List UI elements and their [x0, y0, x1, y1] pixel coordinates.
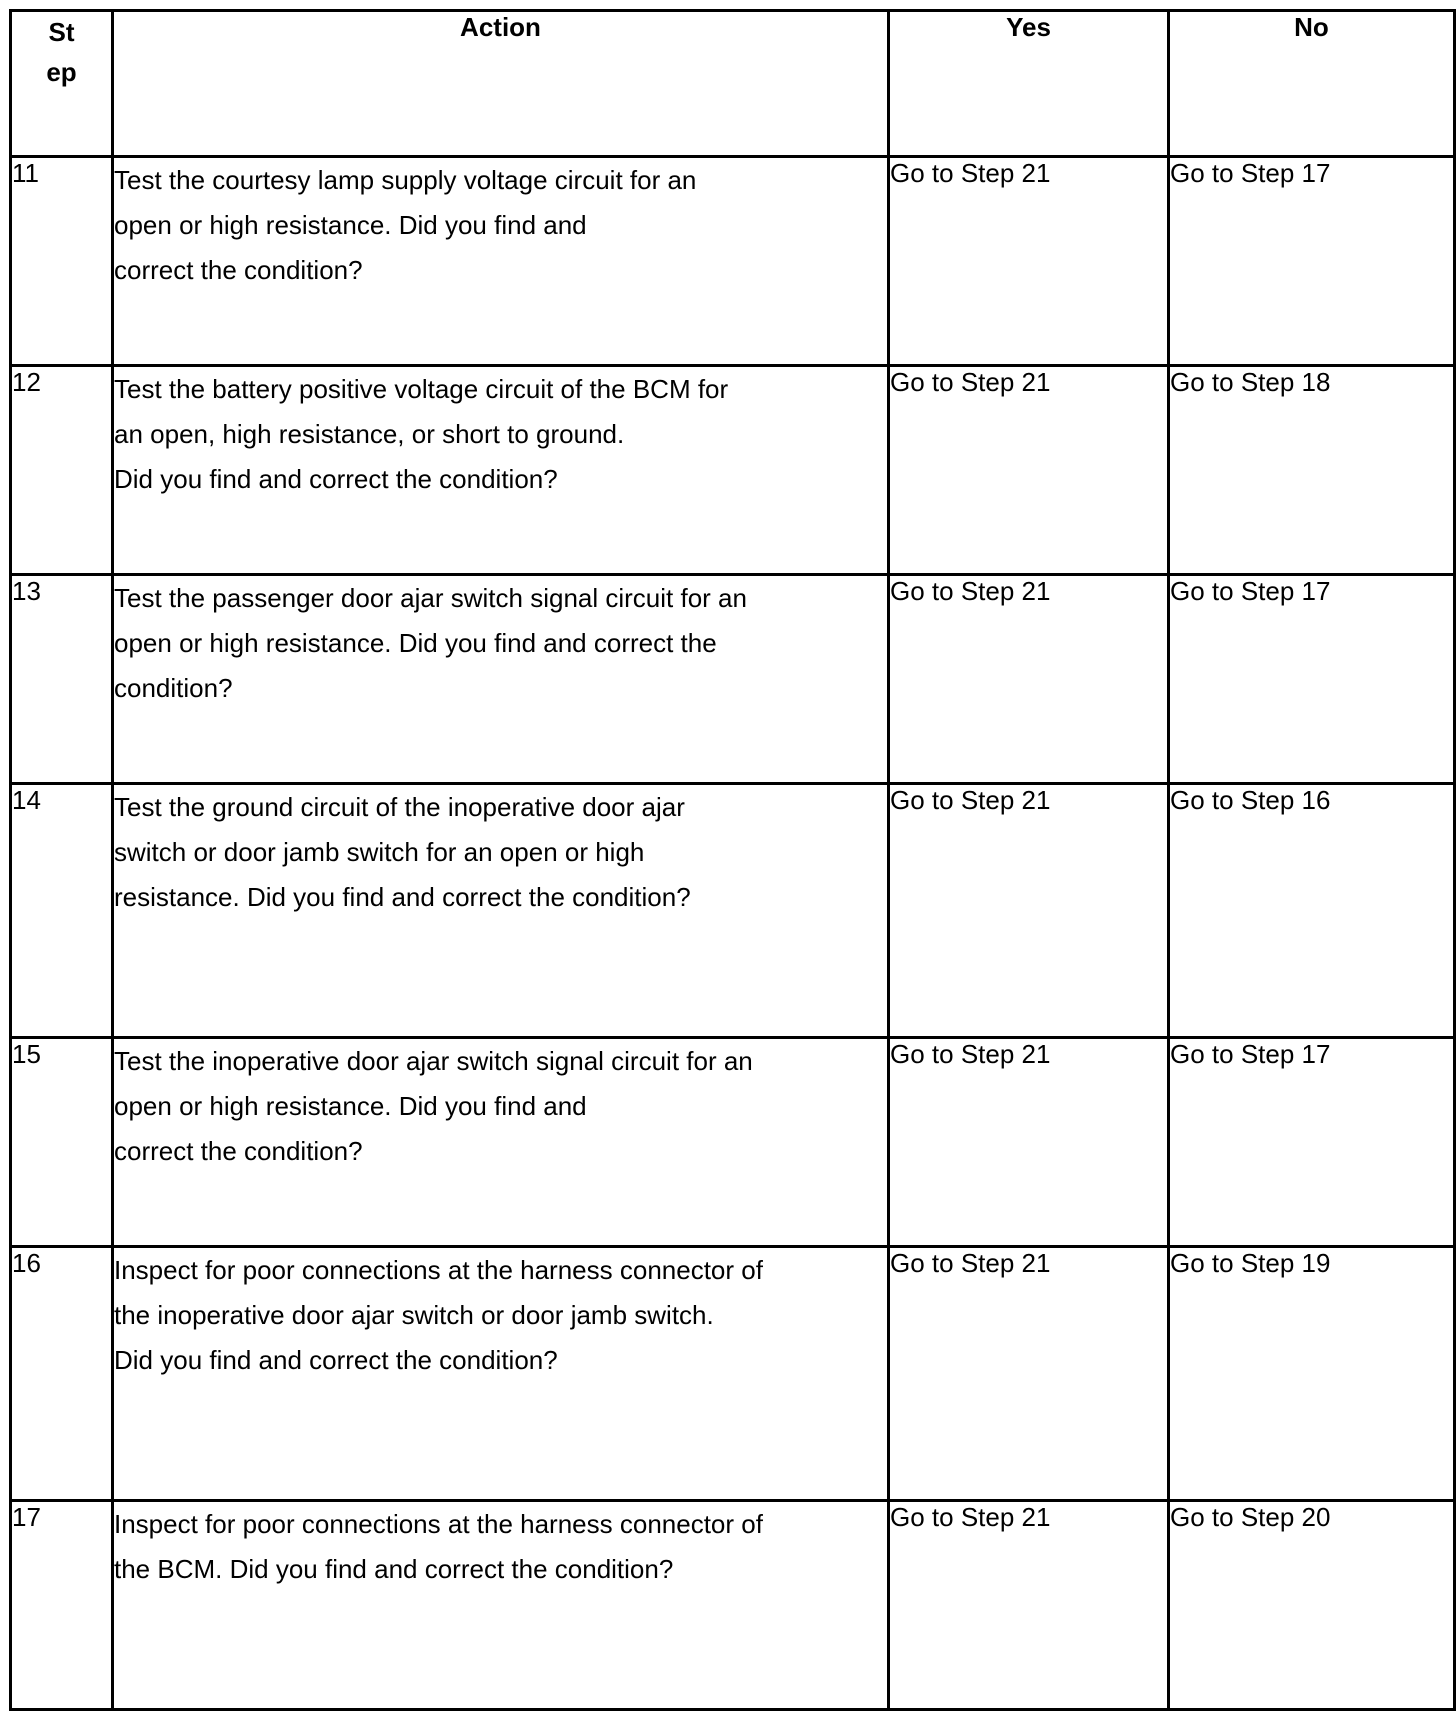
header-step — [11, 11, 113, 157]
yes-cell: Go to Step 21 — [889, 575, 1169, 784]
table-row-step-13 — [11, 575, 1455, 784]
table-row-step-12 — [11, 366, 1455, 575]
action-cell — [113, 1247, 889, 1501]
yes-cell: Go to Step 21 — [889, 1038, 1169, 1247]
step-number: 11 — [11, 157, 113, 366]
no-cell: Go to Step 17 — [1169, 157, 1455, 366]
diagnostic-table — [9, 9, 1456, 1711]
table-row-step-11 — [11, 157, 1455, 366]
table-row-step-17 — [11, 1501, 1455, 1710]
action-line: Test the ground circuit of the inoperative door ajar — [114, 792, 685, 822]
action-cell — [113, 366, 889, 575]
header-action: Action — [113, 11, 889, 157]
action-cell — [113, 1501, 889, 1710]
action-line: the inoperative door ajar switch or door jamb switch. — [114, 1300, 714, 1330]
no-cell: Go to Step 20 — [1169, 1501, 1455, 1710]
header-step-line1: St — [48, 17, 75, 47]
action-line: open or high resistance. Did you find and — [114, 210, 587, 240]
action-line: open or high resistance. Did you find and — [114, 1091, 587, 1121]
yes-cell: Go to Step 21 — [889, 1501, 1169, 1710]
table-row-step-14 — [11, 784, 1455, 1038]
yes-cell: Go to Step 21 — [889, 157, 1169, 366]
action-line: Inspect for poor connections at the harness connector of — [114, 1509, 763, 1539]
action-line: Inspect for poor connections at the harness connector of — [114, 1255, 763, 1285]
action-line: the BCM. Did you find and correct the condition? — [114, 1554, 674, 1584]
step-number: 13 — [11, 575, 113, 784]
header-row — [11, 11, 1455, 157]
action-line: Test the courtesy lamp supply voltage circuit for an — [114, 165, 697, 195]
header-yes: Yes — [889, 11, 1169, 157]
step-number: 15 — [11, 1038, 113, 1247]
action-line: Test the inoperative door ajar switch signal circuit for an — [114, 1046, 753, 1076]
step-number: 16 — [11, 1247, 113, 1501]
no-cell: Go to Step 16 — [1169, 784, 1455, 1038]
no-cell: Go to Step 17 — [1169, 1038, 1455, 1247]
no-cell: Go to Step 17 — [1169, 575, 1455, 784]
action-line: resistance. Did you find and correct the condition? — [114, 882, 691, 912]
yes-cell: Go to Step 21 — [889, 784, 1169, 1038]
step-number: 12 — [11, 366, 113, 575]
action-line: correct the condition? — [114, 1136, 363, 1166]
header-no: No — [1169, 11, 1455, 157]
action-line: Did you find and correct the condition? — [114, 1345, 558, 1375]
step-number: 14 — [11, 784, 113, 1038]
action-line: switch or door jamb switch for an open or high — [114, 837, 645, 867]
step-number: 17 — [11, 1501, 113, 1710]
action-line: open or high resistance. Did you find and correct the — [114, 628, 717, 658]
action-line: Test the battery positive voltage circuit of the BCM for — [114, 374, 729, 404]
no-cell: Go to Step 18 — [1169, 366, 1455, 575]
table-row-step-15 — [11, 1038, 1455, 1247]
yes-cell: Go to Step 21 — [889, 366, 1169, 575]
action-cell — [113, 784, 889, 1038]
action-line: Did you find and correct the condition? — [114, 464, 558, 494]
yes-cell: Go to Step 21 — [889, 1247, 1169, 1501]
header-step-line2: ep — [46, 57, 77, 87]
action-cell — [113, 575, 889, 784]
action-line: condition? — [114, 673, 233, 703]
action-line: Test the passenger door ajar switch signal circuit for an — [114, 583, 747, 613]
action-cell — [113, 1038, 889, 1247]
no-cell: Go to Step 19 — [1169, 1247, 1455, 1501]
action-line: an open, high resistance, or short to ground. — [114, 419, 625, 449]
action-cell — [113, 157, 889, 366]
action-line: correct the condition? — [114, 255, 363, 285]
table-row-step-16 — [11, 1247, 1455, 1501]
